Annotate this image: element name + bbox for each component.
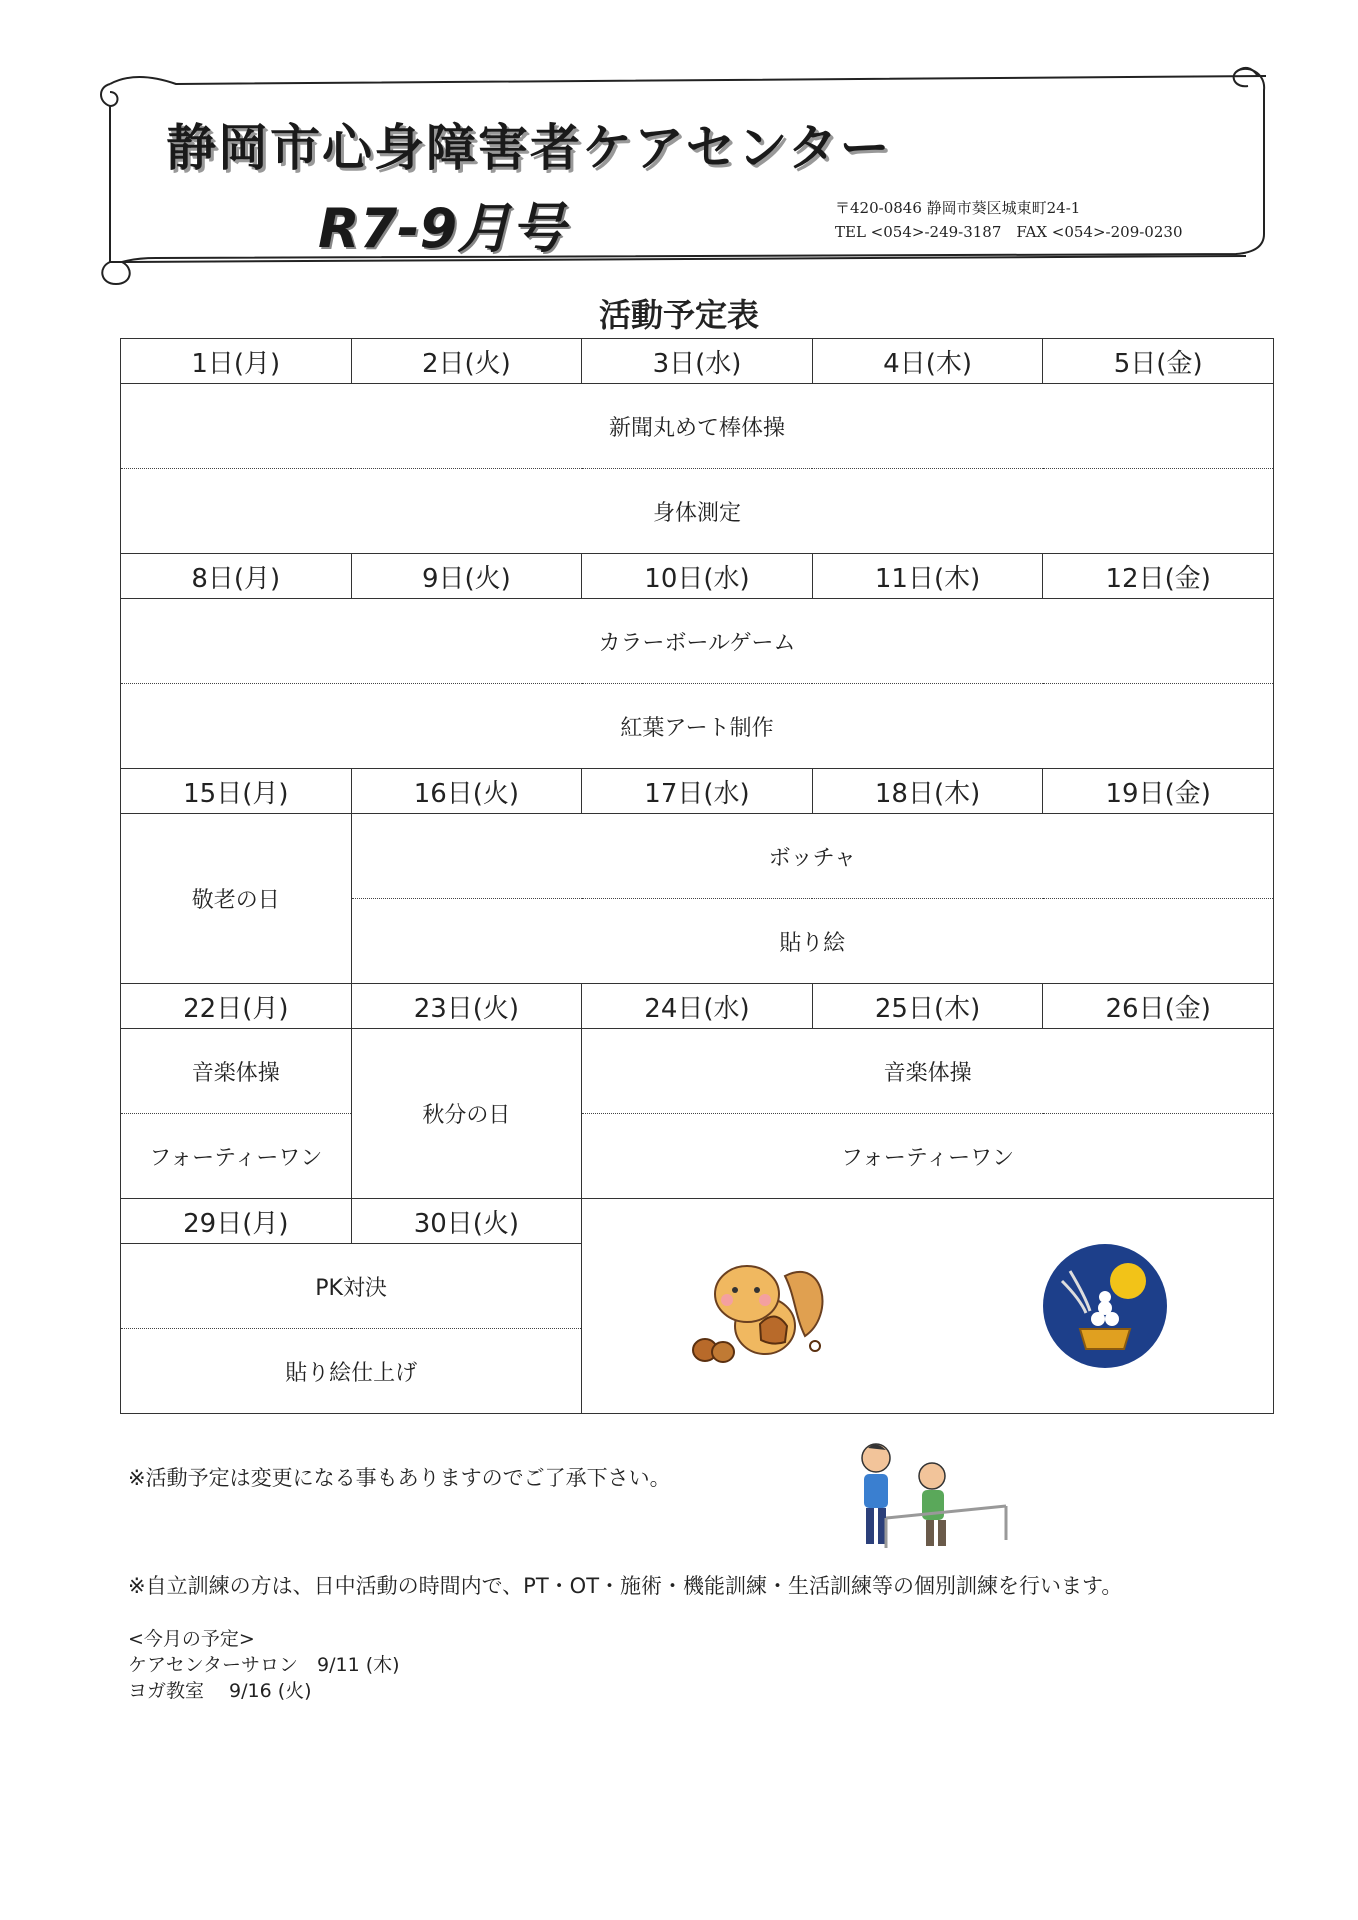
training-note: ※自立訓練の方は、日中活動の時間内で、PT・OT・施術・機能訓練・生活訓練等の個別訓練を行います。	[128, 1574, 1123, 1598]
day-cell: 16日(火)	[351, 769, 582, 814]
day-cell: 25日(木)	[812, 984, 1043, 1029]
week1-activity-1: 新聞丸めて棒体操	[121, 384, 1274, 469]
plan-item: ケアセンターサロン 9/11 (木)	[128, 1654, 400, 1676]
day-cell: 17日(水)	[582, 769, 813, 814]
day-cell: 26日(金)	[1043, 984, 1274, 1029]
week1-days-row	[121, 339, 1274, 384]
day-cell: 18日(木)	[812, 769, 1043, 814]
day-cell: 4日(木)	[812, 339, 1043, 384]
monthly-plan	[128, 1626, 400, 1704]
week2-activity-2: 紅葉アート制作	[121, 684, 1274, 769]
plan-item: ヨガ教室 9/16 (火)	[128, 1680, 312, 1702]
week4-days-row	[121, 984, 1274, 1029]
day-cell: 3日(水)	[582, 339, 813, 384]
squirrel-chestnut-icon	[685, 1246, 835, 1366]
day-cell: 12日(金)	[1043, 554, 1274, 599]
week5-activity-1: PK対決	[121, 1244, 582, 1329]
day-cell: 1日(月)	[121, 339, 352, 384]
issue-label: R7-9月号	[318, 197, 566, 260]
plan-heading: <今月の予定>	[128, 1628, 255, 1650]
phone-fax: TEL <054>-249-3187 FAX <054>-209-0230	[835, 223, 1183, 241]
day-cell: 8日(月)	[121, 554, 352, 599]
week2-activity-1: カラーボールゲーム	[121, 599, 1274, 684]
day-cell: 24日(水)	[582, 984, 813, 1029]
day-cell: 22日(月)	[121, 984, 352, 1029]
day-cell: 5日(金)	[1043, 339, 1274, 384]
day-cell: 23日(火)	[351, 984, 582, 1029]
week3-days-row	[121, 769, 1274, 814]
week4-mon-activity-1: 音楽体操	[121, 1029, 352, 1114]
day-cell: 2日(火)	[351, 339, 582, 384]
schedule-change-note: ※活動予定は変更になる事もありますのでご了承下さい。	[128, 1466, 671, 1490]
walking-training-icon	[846, 1440, 1016, 1550]
week4-mon-activity-2: フォーティーワン	[121, 1114, 352, 1199]
week1-activity-2: 身体測定	[121, 469, 1274, 554]
schedule-title: 活動予定表	[598, 296, 759, 334]
week4-activity-1: 音楽体操	[582, 1029, 1274, 1114]
center-title: 静岡市心身障害者ケアセンター	[166, 119, 892, 177]
week5-days-row	[121, 1199, 1274, 1244]
day-cell: 30日(火)	[351, 1199, 582, 1244]
illustration-cell	[582, 1199, 1274, 1414]
week5-activity-2: 貼り絵仕上げ	[121, 1329, 582, 1414]
day-cell: 9日(火)	[351, 554, 582, 599]
day-cell: 29日(月)	[121, 1199, 352, 1244]
week2-days-row	[121, 554, 1274, 599]
day-cell: 15日(月)	[121, 769, 352, 814]
day-cell: 19日(金)	[1043, 769, 1274, 814]
week4-holiday: 秋分の日	[351, 1029, 582, 1199]
day-cell: 11日(木)	[812, 554, 1043, 599]
week3-activity-2: 貼り絵	[351, 899, 1273, 984]
week3-holiday: 敬老の日	[121, 814, 352, 984]
week3-activity-1: ボッチャ	[351, 814, 1273, 899]
address-block	[835, 196, 1182, 244]
day-cell: 10日(水)	[582, 554, 813, 599]
moon-viewing-icon	[1040, 1241, 1170, 1371]
postal-address: 〒420-0846 静岡市葵区城東町24-1	[835, 199, 1081, 217]
schedule-table	[120, 338, 1274, 1414]
week4-activity-2: フォーティーワン	[582, 1114, 1274, 1199]
